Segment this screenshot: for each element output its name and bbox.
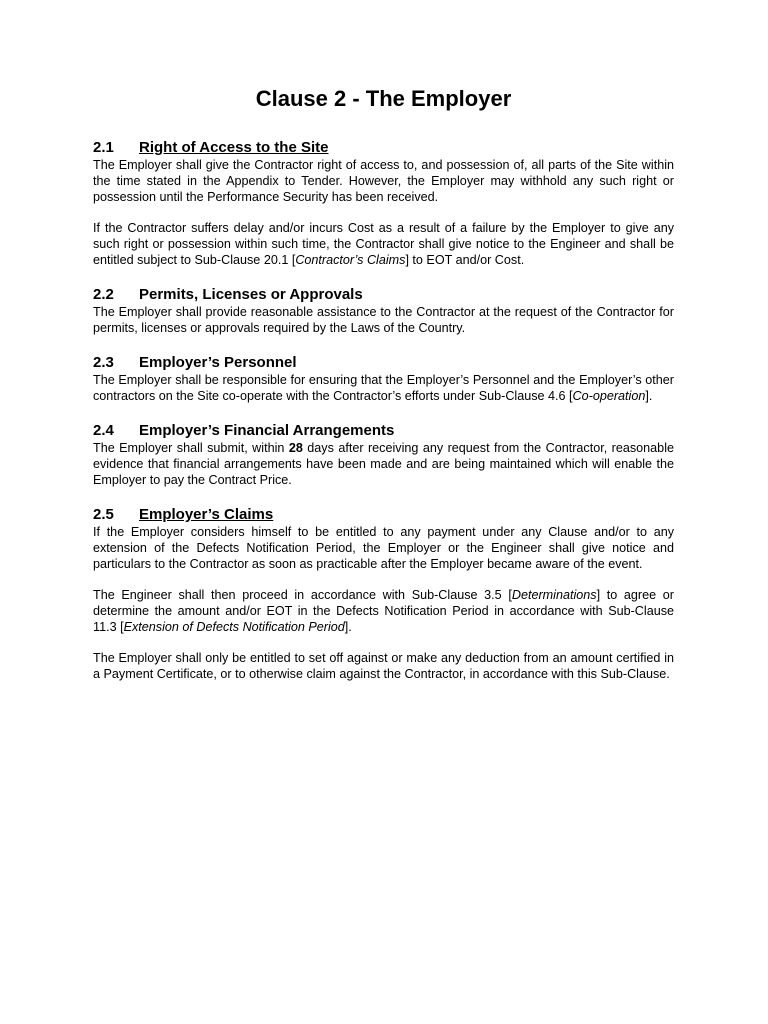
section-title: Employer’s Claims [139, 506, 274, 523]
paragraph [93, 440, 674, 488]
italic-reference: Determinations [511, 588, 597, 602]
italic-reference: Extension of Defects Notification Period [123, 620, 345, 634]
paragraph [93, 304, 674, 336]
clause-section-2-5 [93, 506, 674, 682]
text-run: The Employer shall give the Contractor right of access to, and possession of, all parts of the Site within the time stated in the Appendix to Tender. However, the Employer may withhold any such right or possession until the Performance Security has been received. [93, 158, 674, 204]
section-number: 2.5 [93, 506, 114, 523]
section-heading [93, 354, 674, 372]
text-run: ]. [645, 389, 653, 403]
text-run: The Engineer shall then proceed in accordance with Sub-Clause 3.5 [ [93, 588, 512, 602]
clause-section-2-2 [93, 286, 674, 336]
text-run: If the Contractor suffers delay and/or incurs Cost as a result of a failure by the Employer to give any such right or possession within such time, the Contractor shall give notice to the Engineer and shall be entitled subject to Sub-Clause 20.1 [ [93, 221, 674, 267]
section-number: 2.2 [93, 286, 114, 303]
section-title: Permits, Licenses or Approvals [139, 286, 363, 303]
italic-reference: Co-operation [572, 389, 646, 403]
page-title: Clause 2 - The Employer [255, 86, 512, 111]
text-run: days after receiving any request from the Contractor, reasonable evidence that financial arrangements have been made and are being maintained which will enable the Employer to pay the Contract Price. [93, 441, 674, 487]
document-page [93, 84, 674, 700]
text-run: The Employer shall be responsible for ensuring that the Employer’s Personnel and the Employer’s other contractors on the Site co-operate with the Contractor’s efforts under Sub-Clause 4.6 [ [93, 373, 674, 403]
clause-section-2-4 [93, 422, 674, 488]
section-heading [93, 139, 674, 157]
paragraph [93, 650, 674, 682]
section-heading [93, 506, 674, 524]
section-number: 2.4 [93, 422, 114, 439]
text-run: The Employer shall provide reasonable assistance to the Contractor at the request of the Contractor for permits, licenses or approvals required by the Laws of the Country. [93, 305, 674, 335]
paragraph [93, 220, 674, 268]
paragraph [93, 372, 674, 404]
text-run: ] to agree or determine the amount and/or EOT in the Defects Notification Period in accordance with Sub-Clause 11.3 [ [93, 588, 674, 634]
section-number: 2.1 [93, 139, 114, 156]
paragraph [93, 157, 674, 205]
paragraph [93, 587, 674, 635]
clause-sections [93, 139, 674, 682]
text-run: If the Employer considers himself to be entitled to any payment under any Clause and/or to any extension of the Defects Notification Period, the Employer or the Engineer shall give notice and particulars to the Contractor as soon as practicable after the Employer became aware of the event. [93, 525, 674, 571]
paragraph [93, 524, 674, 572]
section-title: Employer’s Personnel [139, 354, 297, 371]
text-run: The Employer shall submit, within [93, 441, 289, 455]
clause-section-2-1 [93, 139, 674, 268]
bold-text: 28 [288, 441, 303, 455]
section-title: Right of Access to the Site [139, 139, 329, 156]
section-title: Employer’s Financial Arrangements [139, 422, 395, 439]
section-heading [93, 286, 674, 304]
section-number: 2.3 [93, 354, 114, 371]
text-run: The Employer shall only be entitled to set off against or make any deduction from an amount certified in a Payment Certificate, or to otherwise claim against the Contractor, in accordance with this Sub-Clause. [93, 651, 674, 681]
text-run: ]. [344, 620, 352, 634]
clause-section-2-3 [93, 354, 674, 404]
text-run: ] to EOT and/or Cost. [405, 253, 525, 267]
italic-reference: Contractor’s Claims [295, 253, 406, 267]
section-heading [93, 422, 674, 440]
